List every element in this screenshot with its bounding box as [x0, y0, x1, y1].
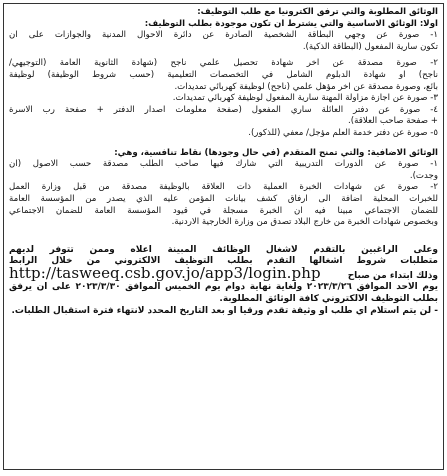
closing-line: متطلبات شروط اشغالها التقدم بطلب التوظيف الالكتروني من خلال الرابط	[9, 256, 438, 267]
list-item: ٣- صورة عن اجازة مزاولة المهنة سارية المفعول لوظيفة كهربائي تمديدات.	[172, 93, 438, 104]
section1-heading: اولا: الوثائق الاساسية والتي يشترط ان تكون موجودة بطلب التوظيف:	[144, 18, 438, 29]
list-item-continuation: بائع، وصورة مصدقة عن اخر مؤهل علمي (ناجح) لوظيفة كهربائي تمديدات.	[174, 81, 438, 92]
closing-note: - لن يتم استلام اي طلب او وثيقة تقدم ورقيا او بعد التاريخ المحدد لانتهاء فترة استقبال الطلبات.	[11, 305, 438, 316]
list-item: ٤- صورة عن دفتر العائلة ساري المفعول (صفحة معلومات اصدار الدفتر + صفحة رب الاسرة	[9, 104, 438, 115]
section2-heading: الوثائق الاضافية: والتي تمنح المتقدم (في حال وجودها) نقاط تنافسية، وهي:	[114, 147, 438, 158]
document-title: الوثائق المطلوبة والتي ترفق الكترونياً مع طلب التوظيف:	[197, 7, 438, 17]
list-item: ١- صورة عن وجهي البطاقة الشخصية الصادرة عن دائرة الاحوال المدنية والجوازات على ان	[9, 30, 438, 41]
closing-line: وعلى الراغبين بالتقدم لاشغال الوظائف المبينة اعلاه وممن تتوفر لديهم	[9, 244, 438, 255]
closing-line: بطلب التوظيف الالكتروني كافة الوثائق المطلوبة.	[219, 294, 438, 305]
application-link[interactable]: http://tasweeq.csb.gov.jo/app3/login.php	[9, 263, 321, 282]
list-item: ١- صورة عن الدورات التدريبية التي شارك فيها صاحب الطلب مصدقة حسب الاصول (ان	[9, 159, 438, 170]
job-announcement-document	[3, 3, 444, 470]
list-item-continuation: ناجح) او شهادة الدبلوم الشامل في التخصصات التعليمية (حسب شروط الوظيفة) لوظيفة	[9, 69, 438, 80]
list-item-continuation: للخبرات المحلية اضافة الى ارفاق كشف بيانات المؤمن عليه الذي يصدر من المؤسسة العامة	[9, 193, 438, 204]
list-item-continuation: للضمان الاجتماعي مبيناً فيه ان الخبرة مسجلة في قيود المؤسسة العامة للضمان الاجتماعي	[9, 205, 438, 216]
closing-url-line	[9, 263, 438, 283]
closing-url-suffix: وذلك ابتداء من صباح	[347, 270, 438, 281]
list-item: ٢- صورة مصدقة عن اخر شهادة تحصيل علمي ناجح (شهادة الثانوية العامة (التوجيهي/	[9, 58, 438, 69]
list-item-continuation: وبخصوص شهادات الخبرة من خارج البلاد تصدق من وزارة الخارجية الاردنية.	[171, 217, 438, 228]
closing-line: يوم الاحد الموافق ٢٠٢٣/٣/٢٦ ولغاية نهاية دوام يوم الخميس الموافق ٢٠٢٣/٣/٣٠ على ان يرفق	[9, 282, 438, 293]
list-item: ٥- صورة عن دفتر خدمة العلم مؤجل/ معفي (للذكور).	[248, 127, 438, 138]
list-item-continuation: وجدت).	[409, 170, 438, 181]
list-item: ٢- صورة عن شهادات الخبرة العملية ذات العلاقة بالوظيفة مصدقة من قبل وزارة العمل	[9, 182, 438, 193]
list-item-continuation: + صفحة صاحب العلاقة).	[348, 116, 438, 127]
list-item-continuation: تكون سارية المفعول (البطاقة الذكية).	[302, 41, 438, 52]
